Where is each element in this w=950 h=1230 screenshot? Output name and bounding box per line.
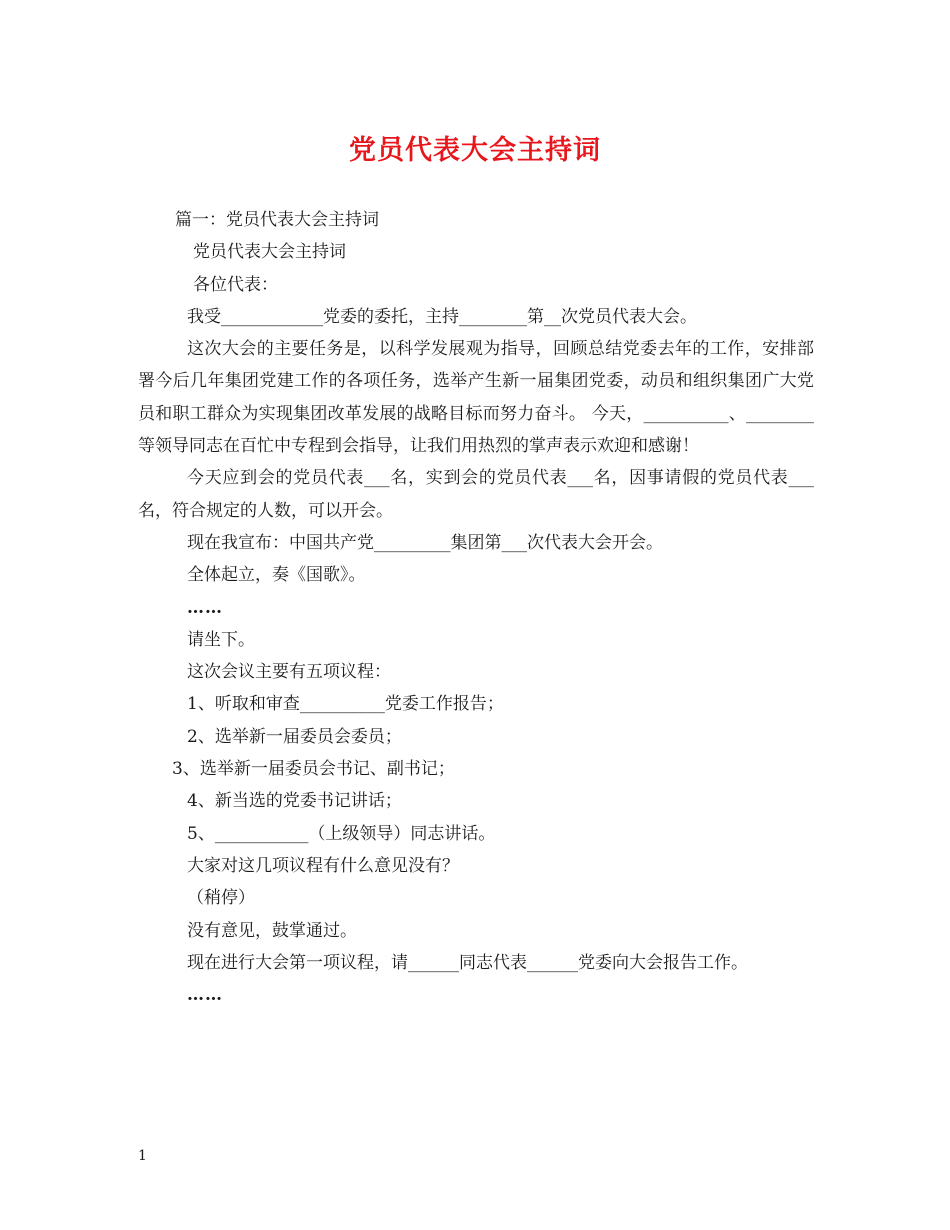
paragraph-ellipsis-2: …… [187,985,223,1006]
paragraph-opening-announcement: 现在我宣布：中国共产党_________集团第___次代表大会开会。 [187,532,663,553]
paragraph-any-objections: 大家对这几项议程有什么意见没有？ [187,855,459,876]
agenda-item-5: 5、___________（上级领导）同志讲话。 [187,823,496,844]
agenda-item-2: 2、选举新一届委员会委员； [187,726,402,747]
paragraph-ellipsis-1: …… [187,597,223,618]
paragraph-be-seated: 请坐下。 [187,629,255,650]
agenda-item-3: 3、选举新一届委员会书记、副书记； [172,759,455,780]
paragraph-pause: （稍停） [187,888,255,909]
paragraph-approved: 没有意见，鼓掌通过。 [187,920,357,941]
paragraph-first-agenda: 现在进行大会第一项议程，请______同志代表______党委向大会报告工作。 [187,952,748,973]
paragraph-salutation: 各位代表： [193,274,278,295]
paragraph-entrusted: 我受____________党委的委托，主持________第__次党员代表大会。 [187,306,697,327]
agenda-item-4: 4、新当选的党委书记讲话； [187,791,402,812]
paragraph-subtitle: 党员代表大会主持词 [193,242,346,263]
paragraph-national-anthem: 全体起立，奏《国歌》。 [187,565,366,586]
paragraph-section-heading: 篇一：党员代表大会主持词 [175,210,379,230]
paragraph-main-tasks: 这次大会的主要任务是，以科学发展观为指导，回顾总结党委去年的工作，安排部署今后几年集团党建工作的各项任务，选举产生新一届集团党委，动员和组织集团广大党员和职工群众为实现集团改革发展的战略目标而努力奋斗。 今天，__________、________等领导同志在百忙中专程到会指导，让我们用热烈的掌声表示欢迎和感谢！ [138,339,814,457]
page-number: 1 [138,1148,147,1164]
paragraph-agenda-intro: 这次会议主要有五项议程： [187,662,391,683]
agenda-item-1: 1、听取和审查__________党委工作报告； [187,694,504,715]
document-title: 党员代表大会主持词 [349,135,601,166]
document-body [138,204,814,1011]
paragraph-attendance: 今天应到会的党员代表___名，实到会的党员代表___名，因事请假的党员代表___名，符合规定的人数，可以开会。 [138,468,814,521]
